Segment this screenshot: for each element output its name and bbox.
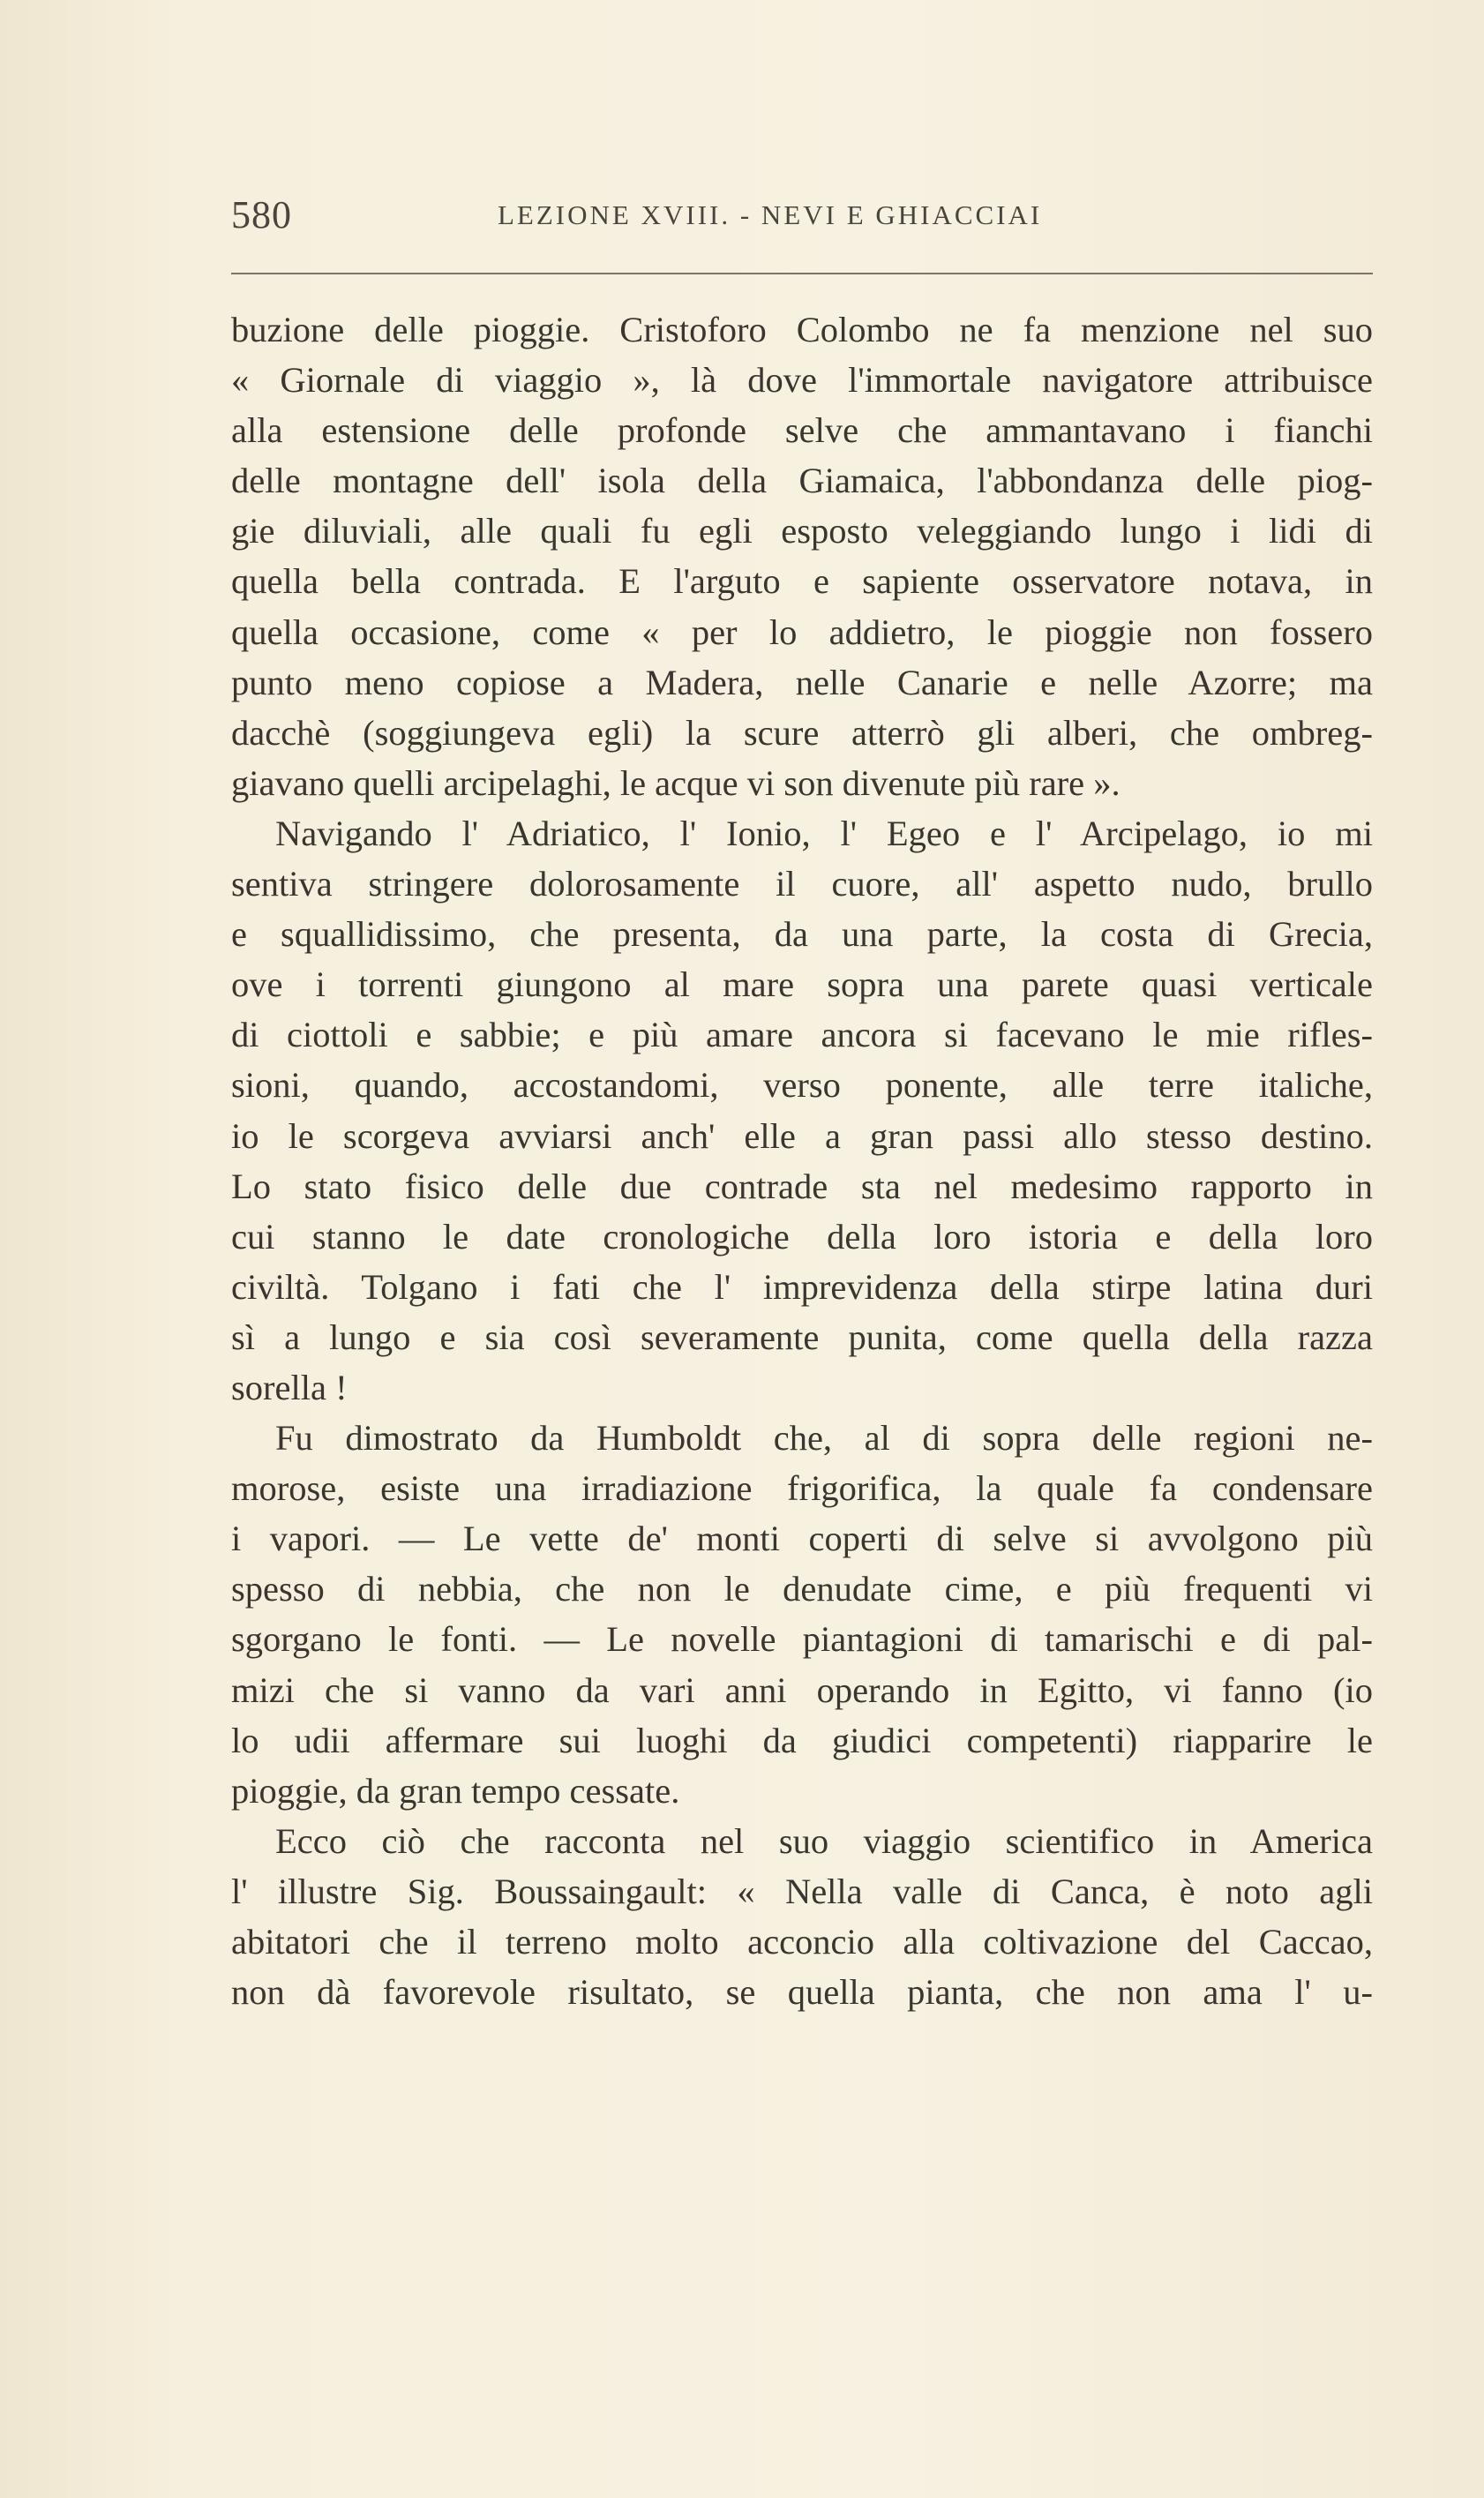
text-line: alla estensione delle profonde selve che ammantavano i fianchi — [231, 410, 1373, 451]
text-line: quella bella contrada. E l'arguto e sapiente osservatore notava, in — [231, 561, 1373, 602]
paragraph-start-line: Fu dimostrato da Humboldt che, al di sopra delle regioni ne- — [275, 1418, 1373, 1459]
text-line: non dà favorevole risultato, se quella pianta, che non ama l' u- — [231, 1972, 1373, 2013]
text-line: quella occasione, come « per lo addietro, le pioggie non fossero — [231, 611, 1373, 652]
text-line: punto meno copiose a Madera, nelle Canarie e nelle Azorre; ma — [231, 662, 1373, 702]
running-head: LEZIONE XVIII. - NEVI E GHIACCIAI — [498, 199, 1043, 230]
text-line: civiltà. Tolgano i fati che l' imprevidenza della stirpe latina duri — [231, 1266, 1373, 1307]
text-line: i vapori. — Le vette de' monti coperti di selve si avvolgono più — [231, 1519, 1373, 1559]
text-line: spesso di nebbia, che non le denudate cime, e più frequenti vi — [231, 1569, 1373, 1609]
text-line: cui stanno le date cronologiche della loro istoria e della loro — [231, 1216, 1373, 1257]
text-line: Lo stato fisico delle due contrade sta nel medesimo rapporto in — [231, 1166, 1373, 1206]
paragraph-start-line: Navigando l' Adriatico, l' Ionio, l' Egeo e l' Arcipelago, io mi — [275, 813, 1373, 853]
text-line: morose, esiste una irradiazione frigorifica, la quale fa condensare — [231, 1468, 1373, 1509]
text-line: dacchè (soggiungeva egli) la scure atterrò gli alberi, che ombreg- — [231, 712, 1373, 753]
text-line: ove i torrenti giungono al mare sopra una parete quasi verticale — [231, 964, 1373, 1005]
paragraph-start-line: Ecco ciò che racconta nel suo viaggio scientifico in America — [275, 1820, 1373, 1861]
page-header — [231, 192, 1373, 245]
text-line: e squallidissimo, che presenta, da una parte, la costa di Grecia, — [231, 914, 1373, 955]
text-line: gie diluviali, alle quali fu egli esposto veleggiando lungo i lidi di — [231, 511, 1373, 551]
text-line: sgorgano le fonti. — Le novelle piantagioni di tamarischi e di pal- — [231, 1619, 1373, 1660]
text-line: sì a lungo e sia così severamente punita, come quella della razza — [231, 1317, 1373, 1357]
text-line: « Giornale di viaggio », là dove l'immortale navigatore attribuisce — [231, 360, 1373, 401]
text-line: mizi che si vanno da vari anni operando in Egitto, vi fanno (io — [231, 1669, 1373, 1710]
text-line: giavano quelli arcipelaghi, le acque vi son divenute più rare ». — [231, 762, 1120, 803]
text-line: delle montagne dell' isola della Giamaica, l'abbondanza delle piog- — [231, 461, 1373, 501]
body-text — [231, 304, 1373, 2017]
text-line: sentiva stringere dolorosamente il cuore, all' aspetto nudo, brullo — [231, 864, 1373, 904]
text-line: di ciottoli e sabbie; e più amare ancora si facevano le mie rifles- — [231, 1015, 1373, 1055]
text-line: buzione delle pioggie. Cristoforo Colombo ne fa menzione nel suo — [231, 310, 1373, 349]
text-line: pioggie, da gran tempo cessate. — [231, 1770, 680, 1811]
text-line: sioni, quando, accostandomi, verso ponente, alle terre italiche, — [231, 1065, 1373, 1106]
text-line: abitatori che il terreno molto acconcio alla coltivazione del Caccao, — [231, 1922, 1373, 1962]
text-line: sorella ! — [231, 1367, 348, 1407]
text-line: l' illustre Sig. Boussaingault: « Nella valle di Canca, è noto agli — [231, 1871, 1373, 1911]
page-number: 580 — [231, 193, 292, 236]
header-rule — [231, 273, 1373, 274]
text-line: lo udii affermare sui luoghi da giudici competenti) riapparire le — [231, 1720, 1373, 1760]
text-line: io le scorgeva avviarsi anch' elle a gran passi allo stesso destino. — [231, 1115, 1373, 1156]
